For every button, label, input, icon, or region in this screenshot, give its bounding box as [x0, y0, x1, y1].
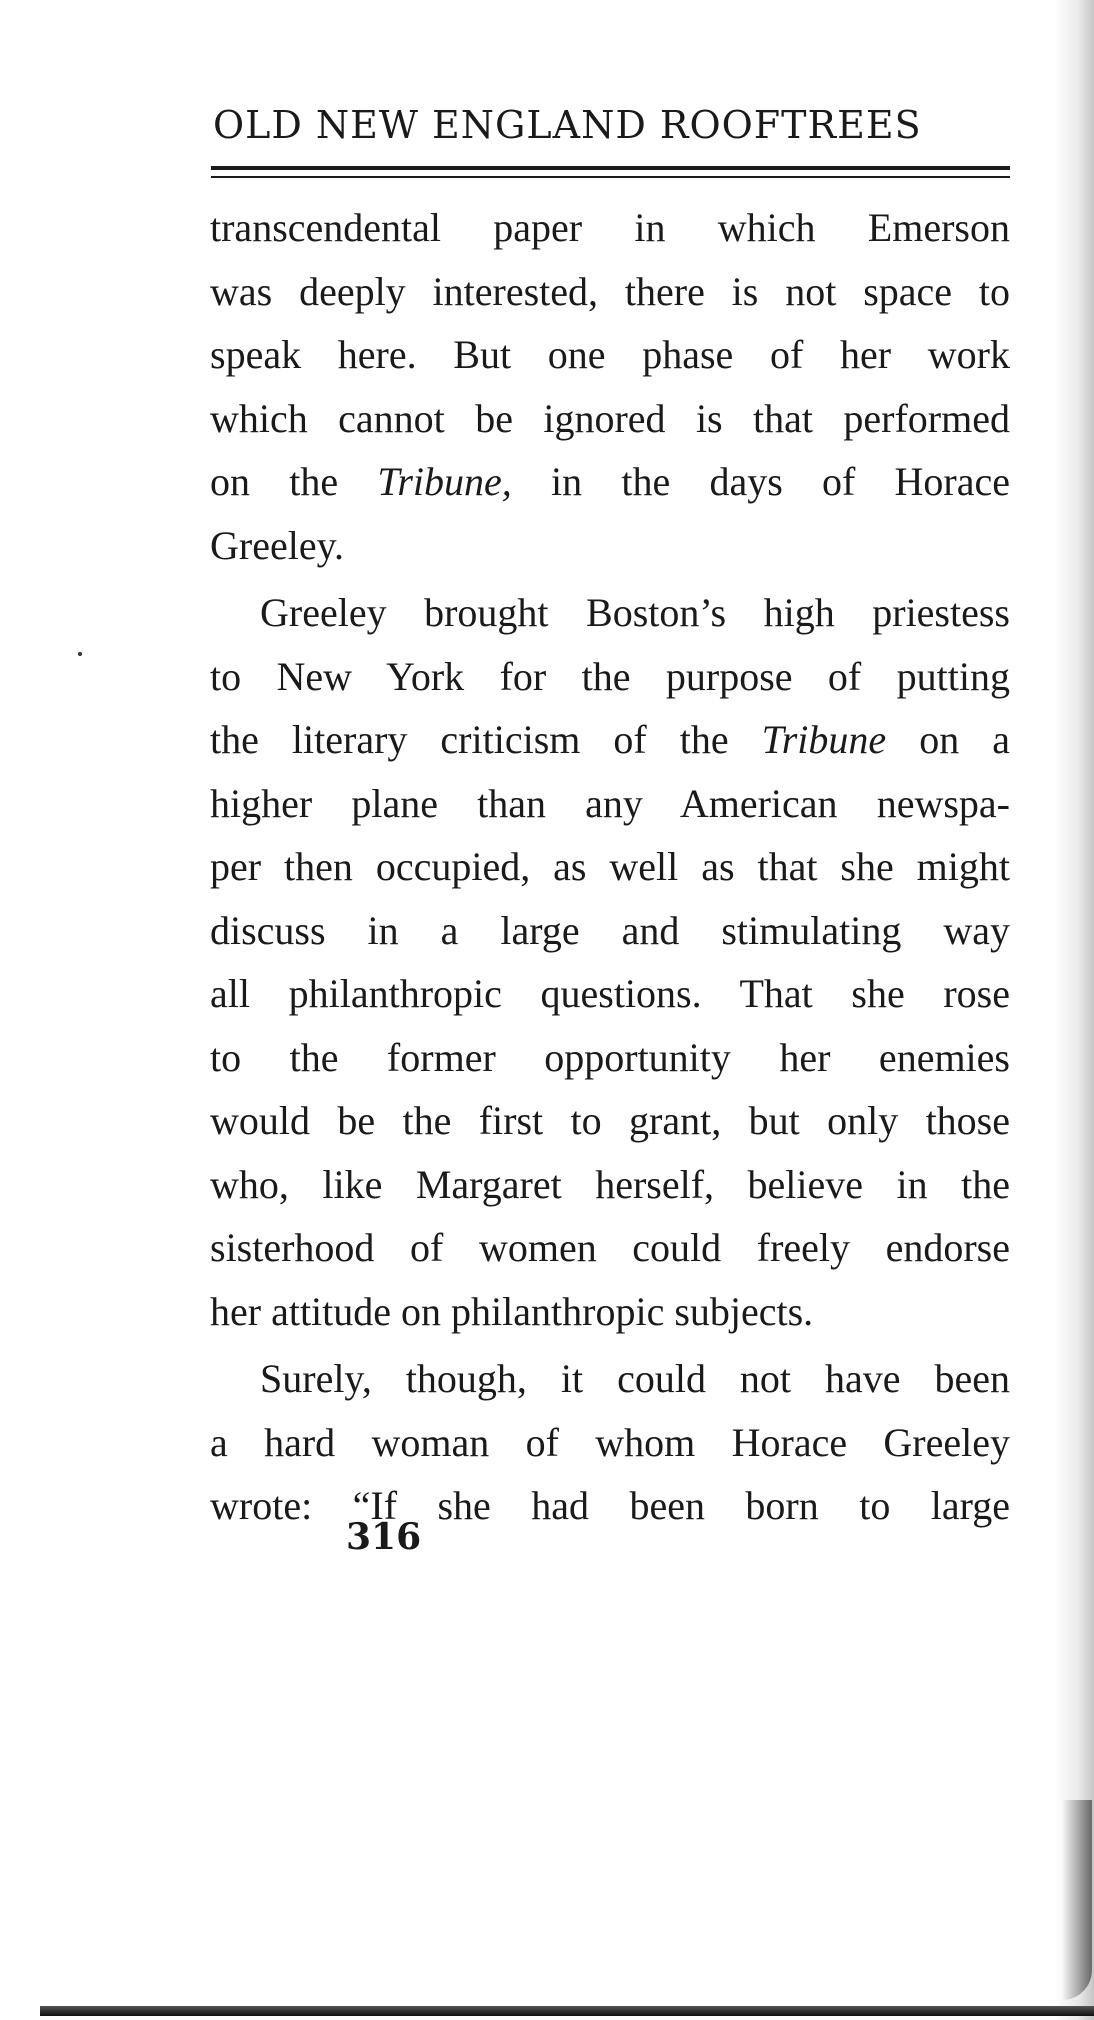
text-line: [210, 1280, 1010, 1344]
text-run: wrote: “If she had been born to large: [210, 1483, 1010, 1528]
text-run: would be the first to grant, but only those: [210, 1098, 1010, 1143]
page-edge-shadow: [1054, 0, 1094, 2020]
text-run: was deeply interested, there is not space to: [210, 268, 1010, 314]
text-run: which cannot be ignored is that performed: [210, 395, 1010, 441]
scan-bottom-edge: [40, 2006, 1094, 2016]
text-line: [210, 1474, 1010, 1538]
italic-title: Tribune,: [377, 459, 512, 504]
text-line: [210, 708, 1010, 772]
text-run: per then occupied, as well as that she might: [210, 844, 1010, 889]
page-number: 316: [346, 1516, 422, 1558]
text-line: [210, 1026, 1010, 1090]
text-run: to the former opportunity her enemies: [210, 1034, 1010, 1080]
text-line: [210, 962, 1010, 1026]
ink-speck: [78, 652, 82, 656]
text-line: [210, 450, 1010, 514]
body-text: [210, 196, 1010, 1538]
text-line: [210, 323, 1010, 387]
text-run: her attitude on philanthropic subjects.: [210, 1288, 814, 1334]
text-run: the literary criticism of the: [210, 717, 762, 762]
text-line: [210, 772, 1010, 836]
running-head: OLD NEW ENGLAND ROOFTREES: [213, 103, 922, 147]
text-line: [210, 196, 1010, 260]
text-line: [210, 514, 1010, 578]
header-double-rule: [211, 166, 1010, 178]
text-line: [210, 645, 1010, 709]
text-run: in the days of Horace: [511, 459, 1010, 504]
text-line: [210, 835, 1010, 899]
text-run: on the: [210, 459, 378, 504]
text-run: who, like Margaret herself, believe in the: [210, 1161, 1010, 1207]
text-run: transcendental paper in which Emerson: [210, 205, 1010, 250]
text-run: Greeley brought Boston’s high priestess: [260, 590, 1010, 635]
text-line: [210, 581, 1010, 645]
text-run: speak here. But one phase of her work: [210, 332, 1010, 377]
text-run: a hard woman of whom Horace Greeley: [210, 1419, 1010, 1465]
text-run: Surely, though, it could not have been: [260, 1356, 1010, 1401]
text-run: on a: [886, 717, 1010, 762]
text-line: [210, 1153, 1010, 1217]
text-line: [210, 1216, 1010, 1280]
page-edge-curl: [1062, 1800, 1092, 2000]
text-run: higher plane than any American newspa-: [210, 780, 1010, 826]
text-run: sisterhood of women could freely endorse: [210, 1225, 1010, 1270]
text-line: [210, 899, 1010, 963]
text-line: [210, 387, 1010, 451]
text-run: all philanthropic questions. That she rose: [210, 971, 1010, 1016]
text-run: to New York for the purpose of putting: [210, 653, 1010, 699]
italic-title: Tribune: [761, 717, 887, 762]
text-run: discuss in a large and stimulating way: [210, 907, 1010, 953]
text-line: [210, 1411, 1010, 1475]
text-line: [210, 1089, 1010, 1153]
text-line: [210, 260, 1010, 324]
text-line: [210, 1347, 1010, 1411]
text-run: Greeley.: [210, 522, 344, 568]
